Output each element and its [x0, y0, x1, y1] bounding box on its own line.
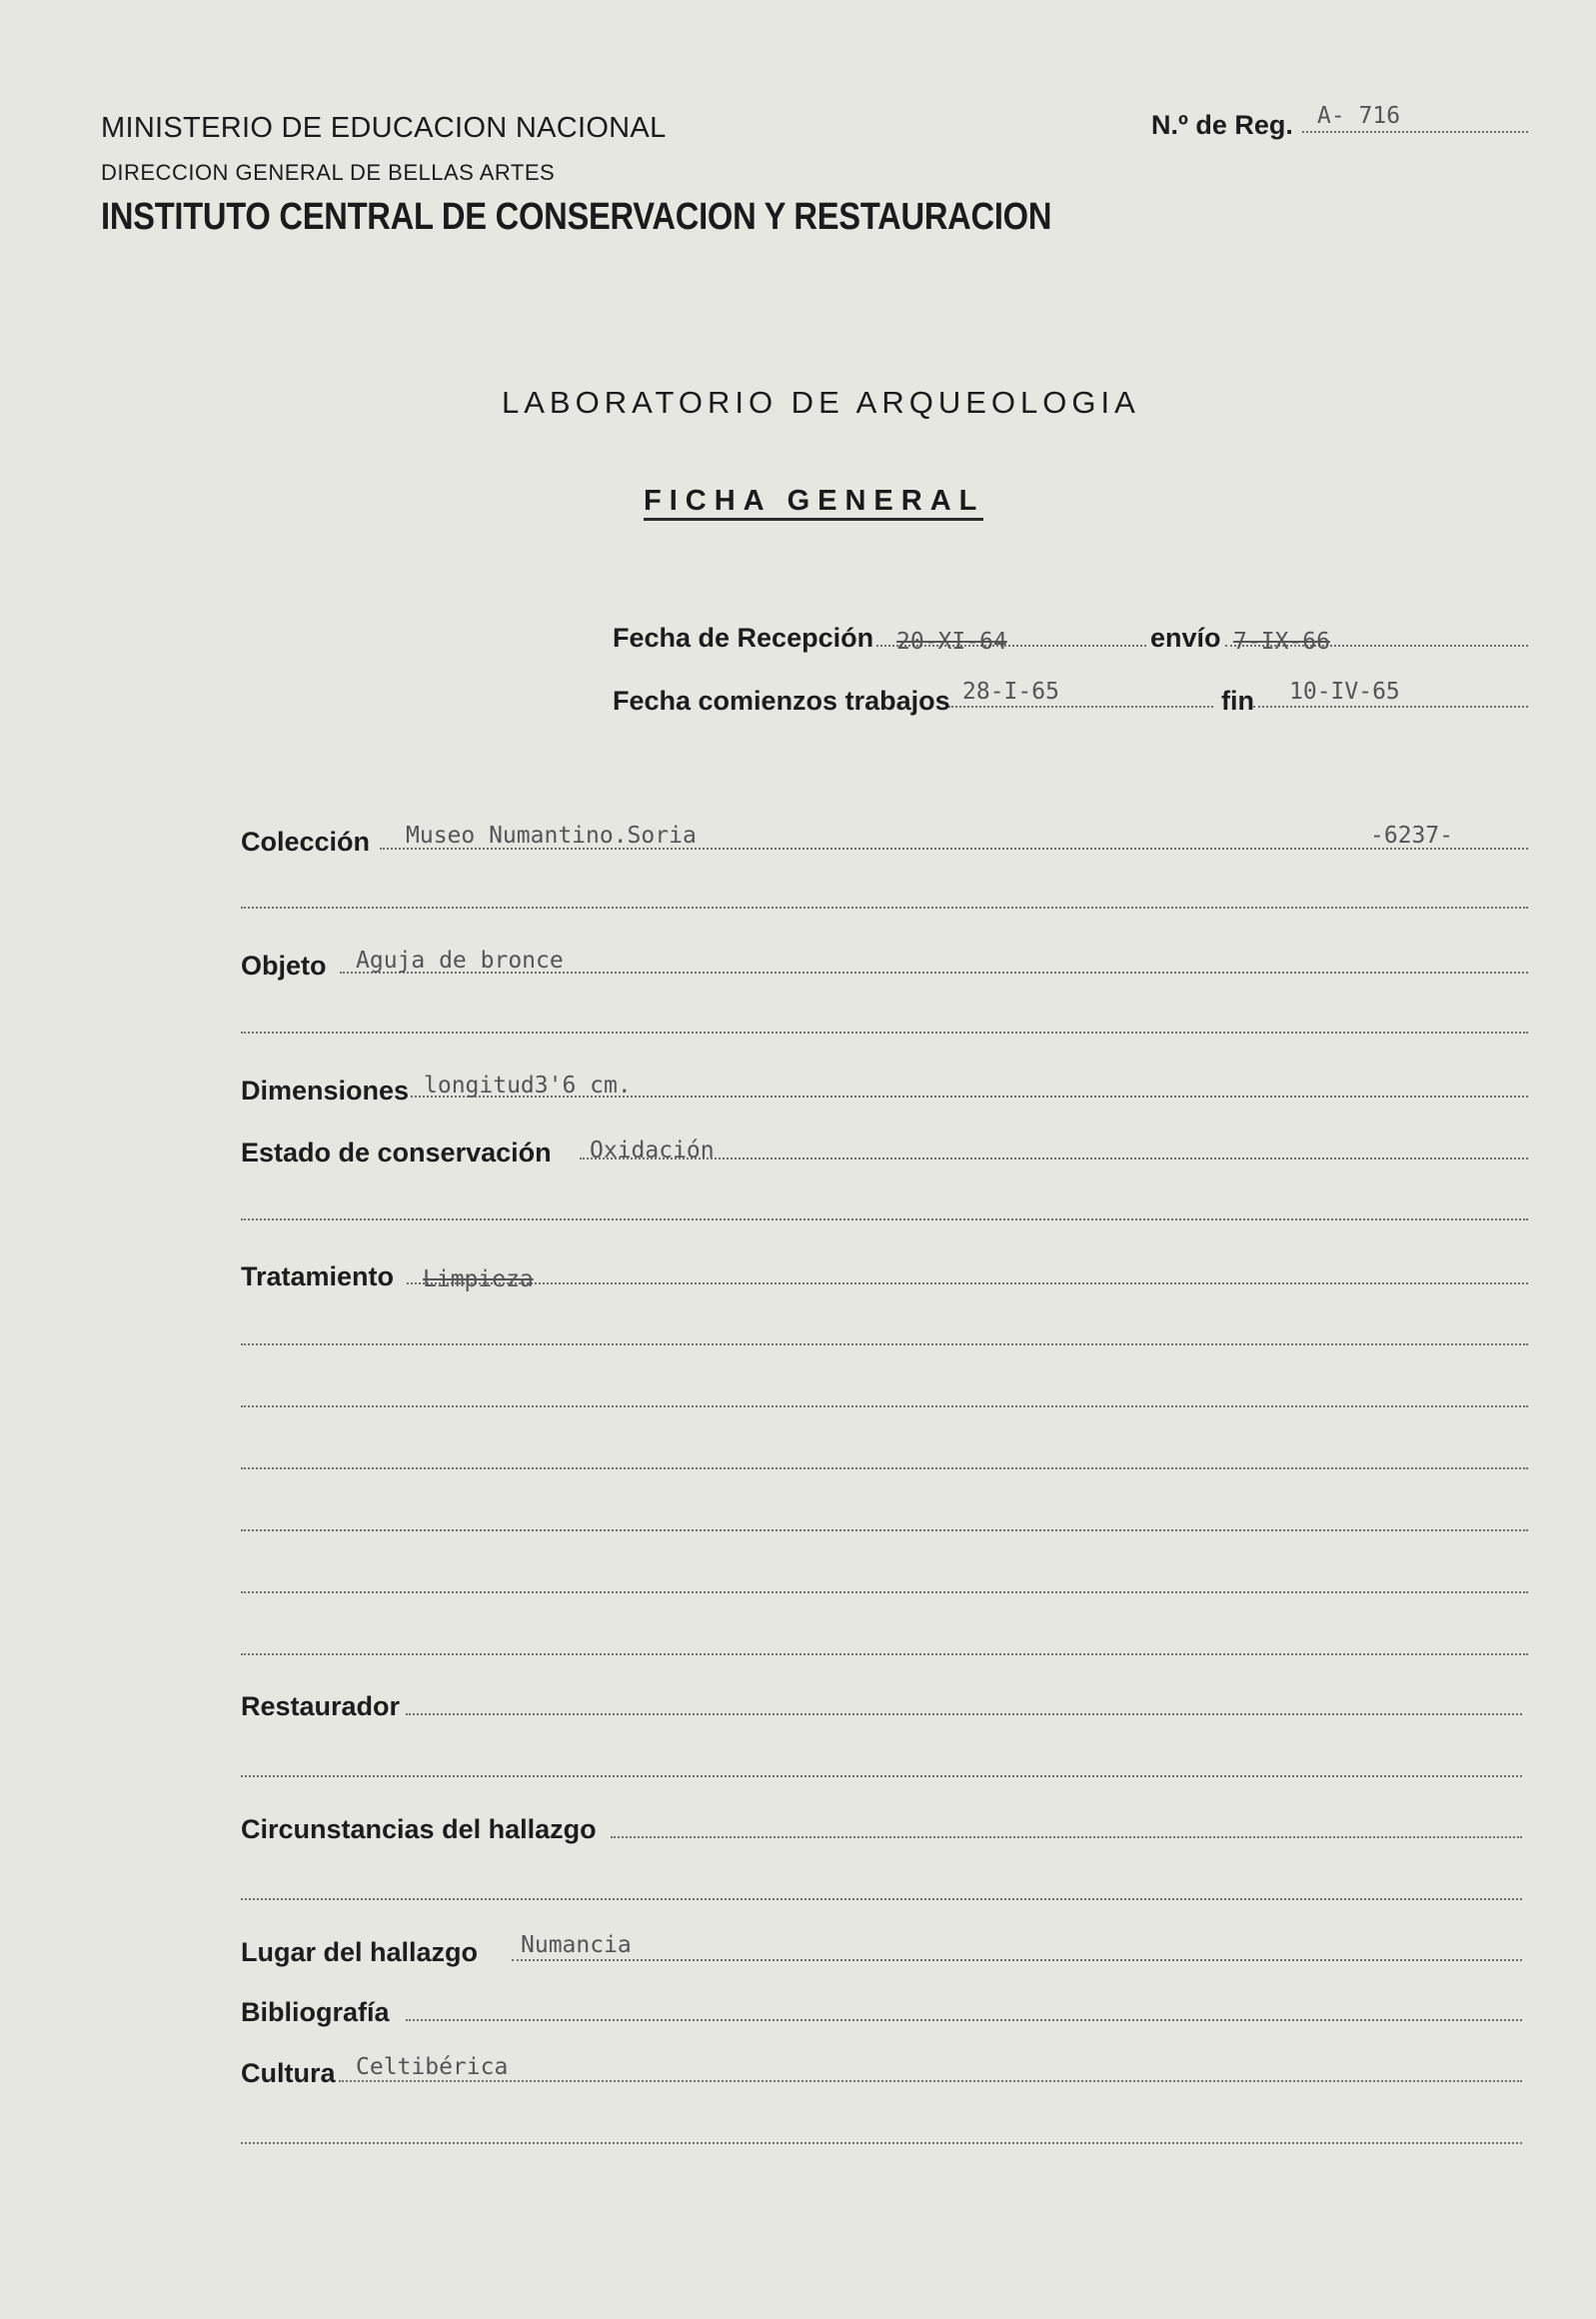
- tratamiento-line-4: [241, 1467, 1528, 1469]
- registration-label: N.º de Reg.: [1151, 110, 1293, 140]
- cultura-label: Cultura: [241, 2058, 336, 2088]
- start-label: Fecha comienzos trabajos: [613, 686, 950, 716]
- bibliografia-label: Bibliografía: [241, 1997, 390, 2027]
- institute-heading: INSTITUTO CENTRAL DE CONSERVACION Y RESTAURACION: [101, 196, 1052, 238]
- coleccion-label: Colección: [241, 827, 371, 857]
- cultura-dotline: [339, 2080, 1522, 2082]
- circunstancias-extra-dotline: [241, 1898, 1522, 1900]
- end-value: 10-IV-65: [1289, 679, 1400, 705]
- lugar-label: Lugar del hallazgo: [241, 1937, 479, 1967]
- end-label: fin: [1221, 686, 1254, 716]
- tratamiento-value: Limpieza: [423, 1266, 534, 1292]
- coleccion-value: Museo Numantino.Soria: [406, 823, 697, 849]
- ministry-heading: MINISTERIO DE EDUCACION NACIONAL: [101, 112, 667, 144]
- tratamiento-line-6: [241, 1591, 1528, 1593]
- cultura-extra-dotline: [241, 2142, 1522, 2144]
- objeto-value: Aguja de bronce: [356, 948, 564, 974]
- estado-extra-dotline: [241, 1218, 1528, 1220]
- objeto-extra-dotline: [241, 1032, 1528, 1034]
- coleccion-number: -6237-: [1370, 823, 1454, 849]
- form-title: FICHA GENERAL: [644, 485, 985, 517]
- dimensiones-value: longitud3'6 cm.: [424, 1073, 632, 1099]
- tratamiento-label: Tratamiento: [241, 1261, 395, 1291]
- tratamiento-line-2: [241, 1343, 1528, 1345]
- objeto-label: Objeto: [241, 951, 327, 981]
- start-value: 28-I-65: [962, 679, 1059, 705]
- lugar-value: Numancia: [521, 1932, 632, 1958]
- restaurador-dotline: [406, 1713, 1522, 1715]
- registration-value: A- 716: [1317, 103, 1401, 129]
- end-dotline: [1253, 706, 1528, 708]
- reception-label: Fecha de Recepción: [613, 623, 874, 653]
- tratamiento-line-3: [241, 1405, 1528, 1407]
- start-dotline: [948, 706, 1213, 708]
- estado-dotline: [580, 1158, 1528, 1160]
- coleccion-extra-dotline: [241, 907, 1528, 909]
- direction-heading: DIRECCION GENERAL DE BELLAS ARTES: [101, 160, 556, 185]
- circunstancias-label: Circunstancias del hallazgo: [241, 1814, 597, 1844]
- estado-value: Oxidación: [590, 1138, 715, 1163]
- bibliografia-dotline: [406, 2019, 1522, 2021]
- lugar-dotline: [512, 1959, 1522, 1961]
- cultura-value: Celtibérica: [356, 2054, 509, 2080]
- tratamiento-line-7: [241, 1653, 1528, 1655]
- dimensiones-label: Dimensiones: [241, 1076, 410, 1106]
- circunstancias-dotline: [611, 1836, 1522, 1838]
- estado-label: Estado de conservación: [241, 1138, 552, 1167]
- sent-value: 7-IX-66: [1233, 629, 1330, 655]
- restaurador-extra-dotline: [241, 1775, 1522, 1777]
- registration-dotline: [1302, 131, 1528, 133]
- form-title-underline: [644, 518, 983, 521]
- sent-label: envío: [1150, 623, 1221, 653]
- tratamiento-dotline: [407, 1282, 1528, 1284]
- reception-value: 20-XI-64: [896, 629, 1007, 655]
- tratamiento-line-5: [241, 1529, 1528, 1531]
- laboratory-title: LABORATORIO DE ARQUEOLOGIA: [502, 385, 1140, 420]
- restaurador-label: Restaurador: [241, 1691, 401, 1721]
